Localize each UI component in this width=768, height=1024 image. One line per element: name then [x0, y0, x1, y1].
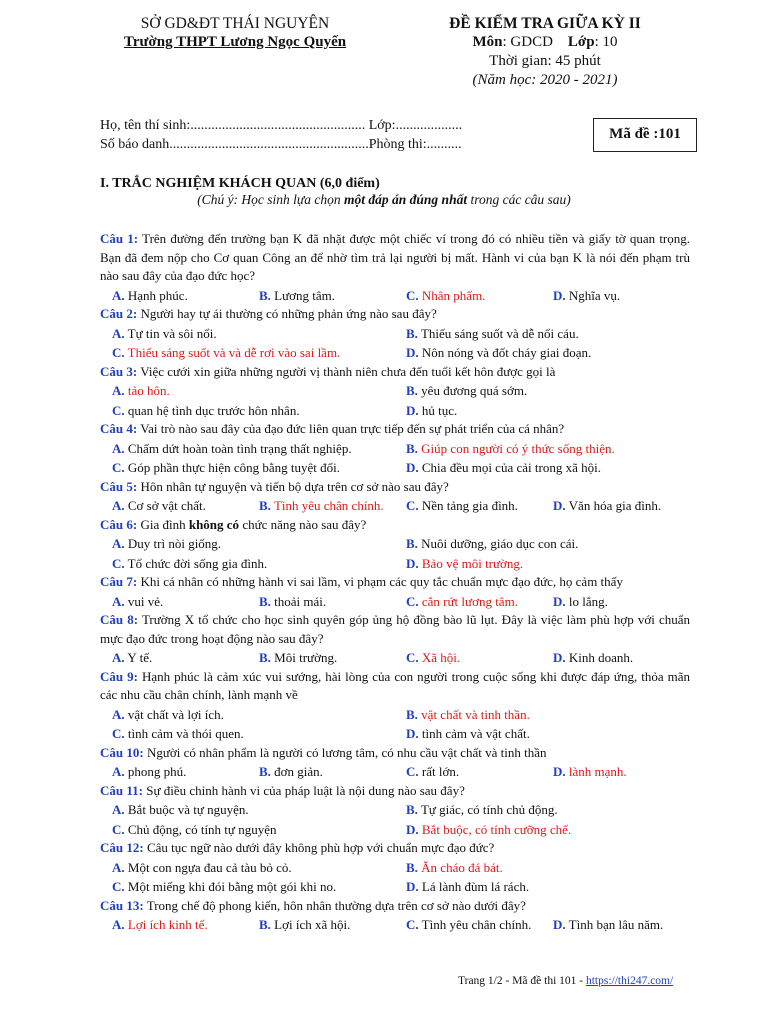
option-text: Môi trường. — [274, 650, 338, 665]
option-text: tình cảm và thói quen. — [127, 726, 244, 741]
option-text: yêu đương quá sớm. — [421, 383, 528, 398]
question-11 — [100, 782, 690, 840]
option-text: vật chất và tinh thần. — [421, 706, 530, 722]
question-text: Trên đường đến trường bạn K đã nhặt được một chiếc ví trong đó có nhiều tiền và giấy tờ quan trọng. Bạn đã đem nộp cho Cơ quan Công an để nhờ tìm trả lại người bị mất. Hành vi của bạn K là nói đến phạm trù nào sau đây của đạo đức học? — [100, 231, 691, 283]
question-text: Sự điều chỉnh hành vi của pháp luật là nội dung nào sau đây? — [146, 782, 465, 798]
option-text: Bắt buộc và tự nguyện. — [127, 802, 249, 817]
option-text: rất lớn. — [421, 764, 460, 779]
answer-option[interactable] — [553, 915, 663, 935]
option-text: Bắt buộc, có tính cưỡng chế. — [421, 821, 572, 837]
question-6 — [100, 516, 690, 574]
answer-option[interactable] — [112, 496, 206, 516]
question-text: Vai trò nào sau đây của đạo đức liên quan trực tiếp đến sự phát triển của cá nhân? — [140, 421, 565, 436]
section-note-pre: (Chú ý: Học sinh lựa chọn — [197, 192, 345, 207]
answer-option[interactable] — [112, 592, 163, 612]
option-letter: A. — [112, 440, 125, 456]
options-row — [100, 648, 690, 668]
option-text: tảo hôn. — [127, 383, 170, 398]
option-letter: C. — [406, 287, 419, 303]
options-row — [100, 458, 690, 478]
answer-option[interactable] — [259, 762, 323, 782]
question-stem — [100, 744, 690, 763]
answer-option[interactable] — [112, 648, 152, 668]
option-letter: C. — [112, 402, 125, 418]
question-stem — [100, 897, 690, 916]
options-row — [100, 800, 690, 820]
option-letter: B. — [406, 706, 418, 722]
option-text: Ăn cháo đá bát. — [421, 859, 503, 875]
question-label: Câu 10: — [100, 744, 144, 760]
options-row — [100, 401, 690, 421]
question-text: Trường X tổ chức cho học sinh quyên góp ủng hộ đồng bào lũ lụt. Đây là việc làm phù hợp với chuẩn mực đạo đức trong hoạt động nào sau đây? — [100, 612, 690, 646]
question-1 — [100, 230, 690, 305]
question-stem — [100, 516, 690, 535]
answer-option[interactable] — [406, 800, 558, 820]
option-letter: D. — [406, 726, 419, 741]
option-text: Lợi ích kinh tế. — [127, 917, 208, 932]
question-7 — [100, 573, 690, 611]
school-year: (Năm học: 2020 - 2021) — [472, 72, 618, 88]
question-label: Câu 8: — [100, 612, 139, 627]
footer-text: Trang 1/2 - Mã đề thi 101 - — [458, 975, 586, 987]
option-text: Chấm dứt hoàn toàn tình trạng thất nghiệp. — [127, 440, 352, 456]
option-letter: A. — [112, 536, 125, 551]
question-text-pre: Gia đình — [140, 516, 189, 532]
option-text: Giúp con người có ý thức sống thiện. — [421, 440, 615, 456]
answer-option[interactable] — [112, 439, 352, 459]
exam-header — [0, 14, 768, 100]
option-text: tình cảm và vật chất. — [421, 726, 530, 741]
answer-option[interactable] — [406, 915, 531, 935]
question-text: Hạnh phúc là cảm xúc vui sướng, hài lòng của con người trong cuộc sống khi được đáp ứng, thỏa mãn các nhu cầu chân chính, lành mạnh về — [100, 668, 690, 702]
option-text: Hạnh phúc. — [127, 287, 188, 303]
options-row — [100, 324, 690, 344]
options-row — [100, 705, 690, 725]
options-row — [100, 439, 690, 459]
options-row — [100, 820, 690, 840]
answer-option[interactable] — [259, 286, 335, 306]
subject-line — [410, 33, 680, 52]
answer-option[interactable] — [406, 324, 579, 344]
question-9 — [100, 668, 690, 744]
page-footer — [458, 975, 673, 987]
answer-option[interactable] — [406, 877, 529, 897]
answer-option[interactable] — [112, 858, 292, 878]
option-letter: B. — [406, 536, 418, 551]
answer-option[interactable] — [406, 439, 615, 459]
answer-option[interactable] — [112, 458, 340, 478]
option-letter: A. — [112, 593, 125, 609]
option-text: Tình bạn lâu năm. — [568, 917, 664, 932]
section-note-bold: một đáp án đúng nhất — [344, 192, 468, 207]
question-label: Câu 7: — [100, 574, 138, 589]
question-label: Câu 5: — [100, 478, 138, 494]
option-letter: C. — [112, 726, 125, 741]
department-name: SỞ GD&ĐT THÁI NGUYÊN — [140, 15, 330, 32]
question-text: Người hay tự ái thường có những phản ứng nào sau đây? — [140, 306, 437, 321]
options-row — [100, 724, 690, 744]
option-letter: B. — [259, 917, 271, 932]
answer-option[interactable] — [406, 554, 523, 574]
answer-option[interactable] — [406, 820, 571, 840]
option-letter: D. — [406, 460, 419, 475]
option-text: Nền tảng gia đình. — [421, 498, 518, 513]
option-text: Nôn nóng và đốt cháy giai đoạn. — [421, 345, 592, 360]
question-label: Câu 13: — [100, 897, 144, 913]
option-letter: C. — [112, 879, 125, 894]
answer-option[interactable] — [553, 496, 661, 516]
subject-label: Môn — [472, 34, 503, 50]
option-letter: C. — [406, 764, 419, 779]
options-row — [100, 915, 690, 935]
option-text: Cơ sở vật chất. — [127, 498, 206, 513]
option-text: quan hệ tình dục trước hôn nhân. — [127, 402, 300, 418]
option-letter: B. — [406, 325, 418, 341]
options-row — [100, 762, 690, 782]
question-label: Câu 2: — [100, 306, 138, 321]
question-stem — [100, 230, 690, 286]
answer-option[interactable] — [406, 343, 591, 363]
options-row — [100, 496, 690, 516]
question-stem — [100, 363, 690, 382]
answer-option[interactable] — [553, 648, 633, 668]
options-row — [100, 286, 690, 306]
grade-label: Lớp — [567, 34, 595, 50]
options-row — [100, 554, 690, 574]
option-letter: D. — [406, 402, 419, 418]
exam-duration: Thời gian: 45 phút — [489, 53, 601, 69]
answer-option[interactable] — [112, 762, 186, 782]
answer-option[interactable] — [112, 401, 300, 421]
answer-option[interactable] — [259, 915, 350, 935]
option-letter: A. — [112, 287, 125, 303]
option-letter: B. — [406, 383, 418, 398]
option-letter: C. — [112, 821, 125, 837]
option-letter: A. — [112, 650, 125, 665]
question-stem — [100, 668, 690, 705]
answer-option[interactable] — [112, 877, 336, 897]
option-letter: D. — [553, 917, 566, 932]
answer-option[interactable] — [112, 915, 208, 935]
question-13 — [100, 897, 690, 935]
answer-option[interactable] — [553, 286, 620, 306]
option-text: cắn rứt lương tâm. — [421, 593, 518, 609]
student-info — [100, 116, 580, 154]
question-text-post: chức năng nào sau đây? — [239, 516, 367, 532]
option-text: Nuôi dưỡng, giáo dục con cái. — [421, 536, 579, 551]
answer-option[interactable] — [259, 496, 384, 516]
option-text: Lợi ích xã hội. — [274, 917, 351, 932]
options-row — [100, 343, 690, 363]
option-letter: B. — [259, 650, 271, 665]
question-label: Câu 12: — [100, 840, 144, 855]
question-text: Khi cá nhân có những hành vi sai lầm, vi phạm các quy tắc chuẩn mực đạo đức, họ cảm thấy — [140, 574, 623, 589]
answer-option[interactable] — [112, 286, 188, 306]
question-text: Hôn nhân tự nguyện và tiến bộ dựa trên cơ sở nào sau đây? — [140, 478, 449, 494]
question-stem — [100, 573, 690, 592]
subject-value: : GDCD — [502, 34, 553, 50]
question-4 — [100, 420, 690, 478]
question-text-bold: không có — [188, 516, 240, 532]
question-5 — [100, 478, 690, 516]
question-12 — [100, 839, 690, 897]
question-label: Câu 1: — [100, 231, 139, 246]
question-10 — [100, 744, 690, 782]
answer-option[interactable] — [406, 762, 459, 782]
option-text: Tự giác, có tính chủ động. — [420, 802, 558, 817]
answer-option[interactable] — [112, 381, 170, 401]
option-letter: D. — [553, 764, 566, 779]
question-label: Câu 9: — [100, 668, 138, 684]
option-letter: C. — [406, 917, 419, 932]
question-stem — [100, 839, 690, 858]
option-letter: D. — [406, 879, 419, 894]
question-stem — [100, 420, 690, 439]
option-text: Tự tin và sôi nổi. — [127, 325, 217, 341]
option-letter: C. — [112, 555, 125, 571]
option-letter: A. — [112, 802, 125, 817]
question-label: Câu 4: — [100, 421, 138, 436]
option-text: thoải mái. — [274, 593, 327, 609]
option-text: Chia đều mọi của cải trong xã hội. — [421, 460, 601, 475]
option-text: Xã hội. — [421, 650, 461, 665]
option-letter: A. — [112, 498, 125, 513]
option-letter: D. — [406, 555, 419, 571]
option-text: Nhân phẩm. — [421, 287, 486, 303]
option-text: vật chất và lợi ích. — [127, 706, 224, 722]
option-text: Thiếu sáng suốt và dễ nổi cáu. — [420, 325, 579, 341]
option-letter: B. — [406, 859, 418, 875]
option-text: Duy trì nòi giống. — [127, 536, 222, 551]
answer-option[interactable] — [259, 592, 326, 612]
option-letter: C. — [112, 460, 125, 475]
option-text: Thiếu sáng suốt và và dễ rơi vào sai lầm. — [127, 345, 341, 360]
option-letter: D. — [553, 498, 566, 513]
answer-option[interactable] — [406, 496, 518, 516]
option-letter: A. — [112, 764, 125, 779]
question-stem — [100, 782, 690, 801]
section-title: I. TRẮC NGHIỆM KHÁCH QUAN (6,0 điểm) — [100, 176, 380, 191]
option-letter: D. — [406, 821, 419, 837]
option-text: Y tế. — [127, 650, 153, 665]
option-letter: C. — [406, 498, 419, 513]
options-row — [100, 534, 690, 554]
answer-option[interactable] — [406, 401, 457, 421]
options-row — [100, 877, 690, 897]
option-letter: D. — [553, 650, 566, 665]
option-text: Kinh doanh. — [568, 650, 634, 665]
option-letter: C. — [112, 345, 125, 360]
option-text: Tổ chức đời sống gia đình. — [127, 555, 268, 571]
answer-option[interactable] — [112, 343, 340, 363]
option-text: Lương tâm. — [274, 287, 336, 303]
option-letter: D. — [553, 287, 566, 303]
section-note — [0, 192, 768, 208]
answer-option[interactable] — [112, 534, 221, 554]
answer-option[interactable] — [259, 648, 337, 668]
option-text: Chủ động, có tính tự nguyện — [127, 821, 277, 837]
option-text: Một con ngựa đau cả tàu bỏ cỏ. — [127, 859, 292, 875]
answer-option[interactable] — [553, 592, 608, 612]
answer-option[interactable] — [112, 724, 244, 744]
option-letter: A. — [112, 917, 125, 932]
answer-option[interactable] — [406, 286, 485, 306]
option-text: Tình yêu chân chính. — [421, 917, 532, 932]
answer-option[interactable] — [553, 762, 627, 782]
footer-link[interactable]: https://thi247.com/ — [585, 975, 674, 987]
options-row — [100, 592, 690, 612]
grade-value: : 10 — [594, 34, 618, 50]
answer-option[interactable] — [406, 705, 530, 725]
option-text: Tình yêu chân chính. — [273, 498, 384, 513]
question-list — [100, 230, 690, 935]
option-text: lành mạnh. — [568, 764, 627, 779]
question-8 — [100, 611, 690, 668]
option-letter: D. — [406, 345, 419, 360]
option-letter: B. — [406, 440, 418, 456]
answer-option[interactable] — [406, 648, 460, 668]
option-letter: C. — [406, 650, 419, 665]
options-row — [100, 858, 690, 878]
answer-option[interactable] — [406, 592, 518, 612]
question-text: Trong chế độ phong kiến, hôn nhân thường dựa trên cơ sở nào dưới đây? — [146, 897, 526, 913]
question-2 — [100, 305, 690, 363]
section-note-post: trong các câu sau) — [467, 192, 571, 207]
options-row — [100, 381, 690, 401]
option-text: Góp phần thực hiện công bằng tuyệt đối. — [127, 460, 341, 475]
option-letter: B. — [259, 764, 271, 779]
option-text: lo lắng. — [568, 593, 608, 609]
question-label: Câu 3: — [100, 363, 138, 379]
answer-option[interactable] — [406, 381, 527, 401]
answer-option[interactable] — [406, 858, 503, 878]
answer-option[interactable] — [112, 800, 249, 820]
exam-code-box: Mã đề :101 — [593, 118, 697, 152]
option-letter: B. — [259, 593, 271, 609]
question-text: Người có nhân phẩm là người có lương tâm, có nhu cầu vật chất và tinh thần — [146, 744, 547, 760]
answer-option[interactable] — [406, 458, 601, 478]
exam-title: ĐỀ KIỂM TRA GIỮA KỲ II — [449, 15, 641, 32]
option-letter: B. — [406, 802, 418, 817]
answer-option[interactable] — [112, 554, 267, 574]
student-name-line: Họ, tên thí sinh:.................................................. Lớp:................... — [100, 118, 463, 133]
answer-option[interactable] — [112, 820, 276, 840]
question-label: Câu 6: — [100, 516, 138, 532]
option-letter: A. — [112, 706, 125, 722]
option-text: hủ tục. — [421, 402, 458, 418]
option-text: Lá lành đùm lá rách. — [421, 879, 530, 894]
header-right — [410, 14, 680, 90]
option-letter: C. — [406, 593, 419, 609]
option-text: phong phú. — [127, 764, 187, 779]
option-text: đơn giản. — [274, 764, 323, 779]
student-id-line: Số báo danh.........................................................Phòng thi:.......... — [100, 137, 462, 152]
option-letter: D. — [553, 593, 566, 609]
option-text: vui vẻ. — [127, 593, 164, 609]
question-label: Câu 11: — [100, 782, 143, 798]
option-letter: A. — [112, 383, 125, 398]
question-stem — [100, 305, 690, 324]
option-letter: B. — [259, 498, 271, 513]
school-name: Trường THPT Lương Ngọc Quyến — [123, 34, 347, 50]
answer-option[interactable] — [112, 705, 224, 725]
question-stem — [100, 478, 690, 497]
answer-option[interactable] — [112, 324, 217, 344]
option-text: Nghĩa vụ. — [568, 287, 621, 303]
option-letter: B. — [259, 287, 271, 303]
question-text: Câu tục ngữ nào dưới đây không phù hợp với chuẩn mực đạo đức? — [146, 840, 495, 855]
question-text: Việc cưới xin giữa những người vị thành niên chưa đến tuổi kết hôn được gọi là — [140, 363, 556, 379]
header-left — [100, 14, 370, 52]
question-3 — [100, 363, 690, 421]
answer-option[interactable] — [406, 534, 578, 554]
option-text: Một miếng khi đói bằng một gói khi no. — [127, 879, 337, 894]
option-text: Văn hóa gia đình. — [568, 498, 662, 513]
option-letter: A. — [112, 859, 125, 875]
question-stem — [100, 611, 690, 648]
option-letter: A. — [112, 325, 125, 341]
option-text: Bảo vệ môi trường. — [421, 555, 524, 571]
answer-option[interactable] — [406, 724, 530, 744]
